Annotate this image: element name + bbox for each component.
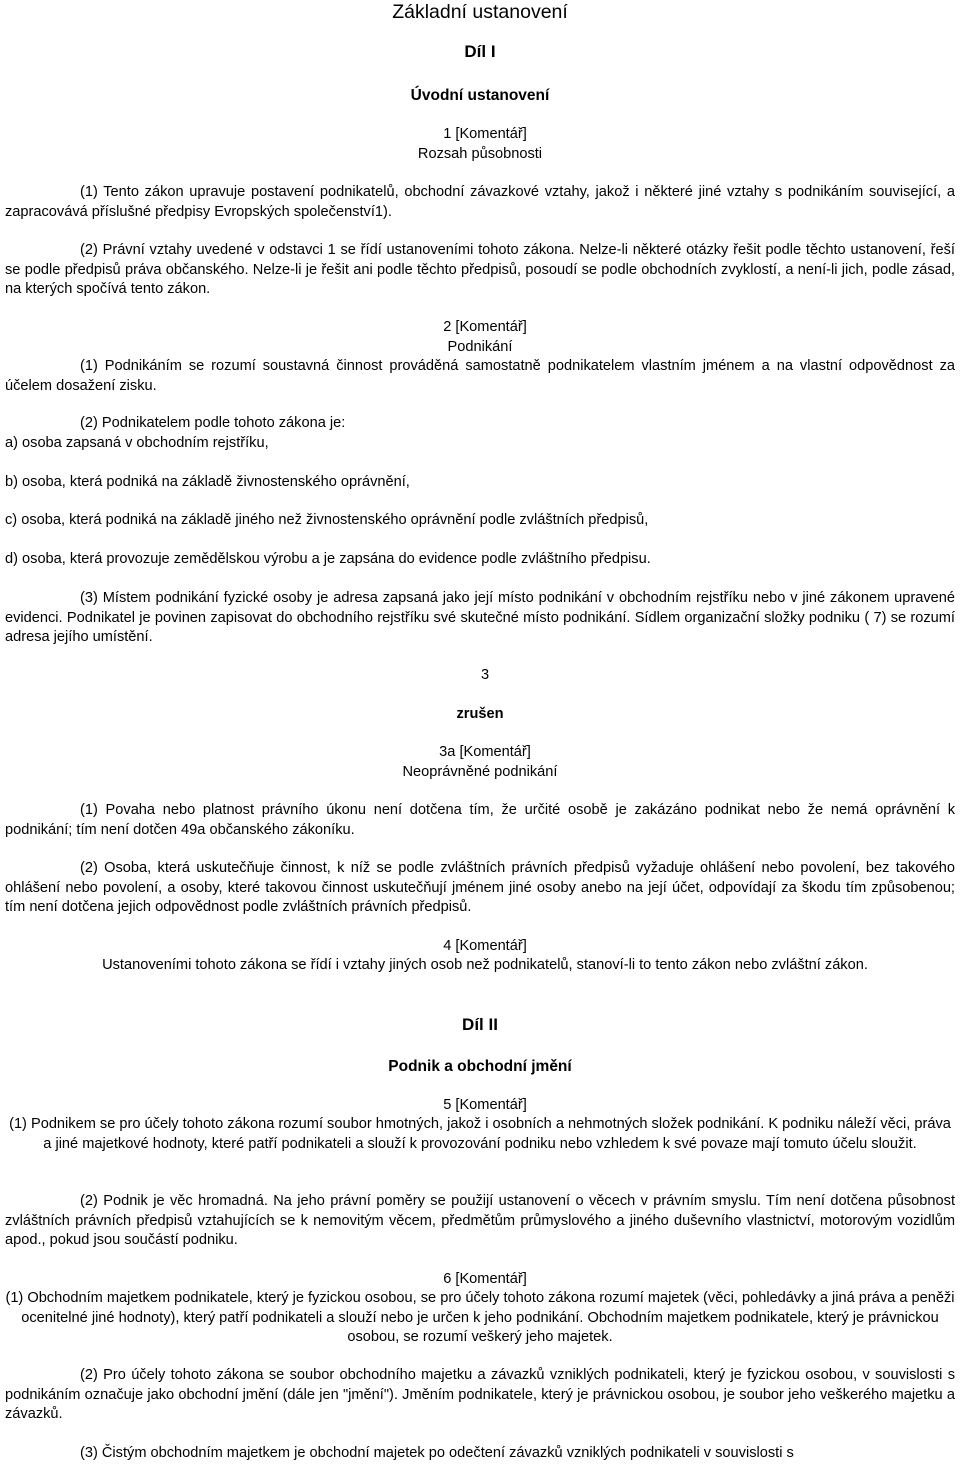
paragraph-5-2: (2) Podnik je věc hromadná. Na jeho právní poměry se použijí ustanovení o věcech v právním smyslu. Tím není dotčena působnost zvláštních právních předpisů vztahujících se k nemovitým věcem, předmětům průmyslového a jiného duševního vlastnictví, motorovým vozidlům apod., pokud jsou součástí podniku. xyxy=(5,1193,955,1248)
paragraph-6-2: (2) Pro účely tohoto zákona se soubor obchodního majetku a závazků vzniklých podnikateli, který je fyzickou osobou, v souvislosti s podnikáním označuje jako obchodní jmění (dále jen "jmění"). Jměním podnikatele, který je právnickou osobou, je soubor jeho veškerého majetku a závazků. xyxy=(5,1367,955,1422)
section-heading-text: 4 [Komentář] xyxy=(443,938,527,954)
document-title: Základní ustanovení xyxy=(392,1,568,23)
paragraph-2-2: (2) Podnikatelem podle tohoto zákona je: xyxy=(80,415,346,431)
section-title-3a: Neoprávněné podnikání xyxy=(402,764,558,780)
section-heading-text: 3 xyxy=(480,667,490,683)
paragraph-2-3: (3) Místem podnikání fyzické osoby je adresa zapsaná jako její místo podnikání v obchodním rejstříku nebo v jiné zákonem upravené evidenci. Podnikatel je povinen zapisovat do obchodního rejstříku své skutečné místo podnikání. Sídlem organizační složky podniku ( 7) se rozumí adresa jejího umístění. xyxy=(5,590,955,645)
section-status-3: zrušen xyxy=(456,706,504,722)
section-heading-text: 2 [Komentář] xyxy=(443,319,527,335)
part-title-2: Podnik a obchodní jmění xyxy=(388,1058,572,1075)
list-item-d: d) osoba, která provozuje zemědělskou výrobu a je zapsána do evidence podle zvláštního předpisu. xyxy=(5,551,651,567)
paragraph-1-1: (1) Tento zákon upravuje postavení podnikatelů, obchodní závazkové vztahy, jakož i některé jiné vztahy s podnikáním související, a zapracovává příslušné předpisy Evropských společenství1). xyxy=(5,184,955,220)
part-heading-1: Díl I xyxy=(464,42,496,61)
paragraph-3a-2: (2) Osoba, která uskutečňuje činnost, k níž se podle zvláštních právních předpisů vyžaduje ohlášení nebo povolení, bez takového ohlášení nebo povolení, a osoby, které takovou činnost uskutečňují jménem jiné osoby anebo na její účet, odpovídají za škodu tím způsobenou; tím není dotčena jejich odpovědnost podle zvláštních právních předpisů. xyxy=(5,860,955,915)
section-heading-3 xyxy=(5,666,955,686)
paragraph-5-1: (1) Podnikem se pro účely tohoto zákona rozumí soubor hmotných, jakož i osobních a nehmotných složek podnikání. K podniku náleží věci, práva a jiné majetkové hodnoty, které patří podnikateli a slouží k provozování podniku nebo vzhledem k své povaze mají tomuto účelu sloužit. xyxy=(9,1116,951,1152)
paragraph-3a-1: (1) Povaha nebo platnost právního úkonu není dotčena tím, že určité osobě je zakázáno podnikat nebo že nemá oprávnění k podnikání; tím není dotčen 49a občanského zákoníku. xyxy=(5,802,955,838)
section-heading-2 xyxy=(5,318,955,338)
section-heading-5 xyxy=(5,1096,955,1116)
section-heading-6 xyxy=(5,1270,955,1290)
paragraph-4: Ustanoveními tohoto zákona se řídí i vztahy jiných osob než podnikatelů, stanoví-li to tento zákon nebo zvláštní zákon. xyxy=(102,957,868,973)
section-title-1: Rozsah působnosti xyxy=(417,146,543,162)
section-heading-4 xyxy=(5,937,955,957)
list-item-b: b) osoba, která podniká na základě živnostenského oprávnění, xyxy=(5,474,410,490)
section-heading-1 xyxy=(5,125,955,145)
section-heading-text: 5 [Komentář] xyxy=(443,1097,527,1113)
list-item-c: c) osoba, která podniká na základě jiného než živnostenského oprávnění podle zvláštních předpisů, xyxy=(5,512,649,528)
paragraph-6-3: (3) Čistým obchodním majetkem je obchodní majetek po odečtení závazků vzniklých podnikateli v souvislosti s xyxy=(80,1445,794,1461)
paragraph-1-2: (2) Právní vztahy uvedené v odstavci 1 se řídí ustanoveními tohoto zákona. Nelze-li některé otázky řešit podle těchto ustanovení, řeší se podle předpisů práva občanského. Nelze-li je řešit ani podle těchto předpisů, posoudí se podle obchodních zvyklostí, a není-li jich, podle zásad, na kterých spočívá tento zákon. xyxy=(5,242,955,297)
part-heading-2: Díl II xyxy=(462,1015,498,1034)
section-title-2: Podnikání xyxy=(447,339,513,355)
list-item-a: a) osoba zapsaná v obchodním rejstříku, xyxy=(5,435,269,451)
section-heading-text: 6 [Komentář] xyxy=(443,1271,527,1287)
section-heading-3a xyxy=(5,743,955,763)
section-heading-text: 3a [Komentář] xyxy=(439,744,531,760)
paragraph-6-1: (1) Obchodním majetkem podnikatele, který je fyzickou osobou, se pro účely tohoto zákona rozumí majetek (věci, pohledávky a jiná práva a peněži ocenitelné jiné hodnoty), který patří podnikateli a slouží nebo je určen k jeho podnikání. Obchodním majetkem podnikatele, který je právnickou osobou, se rozumí veškerý jeho majetek. xyxy=(5,1290,955,1345)
part-title-1: Úvodní ustanovení xyxy=(410,87,550,104)
paragraph-2-1: (1) Podnikáním se rozumí soustavná činnost prováděná samostatně podnikatelem vlastním jménem a na vlastní odpovědnost za účelem dosažení zisku. xyxy=(5,358,955,394)
section-heading-text: 1 [Komentář] xyxy=(443,126,527,142)
